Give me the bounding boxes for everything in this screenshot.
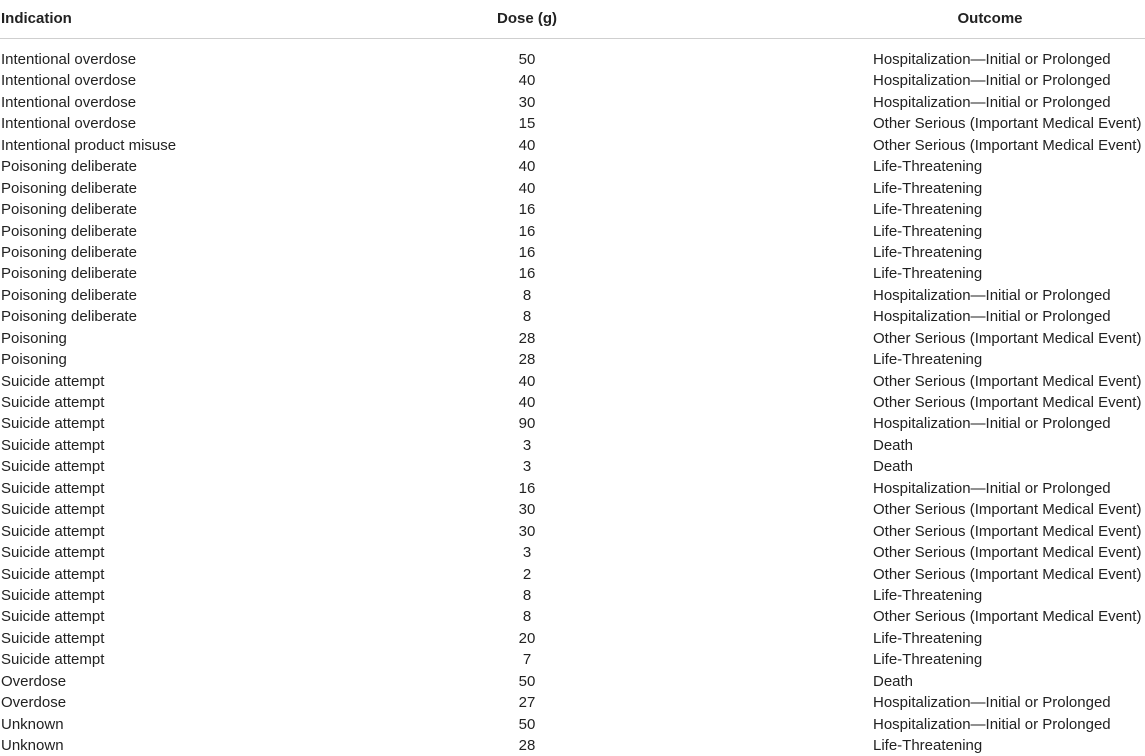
cell-indication: Suicide attempt [1,608,105,626]
column-header-dose: Dose (g) [497,10,557,27]
cell-dose: 3 [522,436,532,454]
cell-dose: 28 [518,351,536,369]
cell-indication: Overdose [1,672,67,690]
table-row [0,456,1145,477]
cell-outcome: Other Serious (Important Medical Event) [873,608,1142,626]
cell-dose: 30 [518,501,536,519]
cell-indication: Intentional overdose [1,115,137,133]
table-row [0,542,1145,563]
cell-dose: 40 [518,158,536,176]
cell-outcome: Other Serious (Important Medical Event) [873,501,1142,519]
cell-indication: Poisoning deliberate [1,179,137,197]
table-row [0,49,1145,70]
cell-indication: Suicide attempt [1,544,105,562]
cell-outcome: Life-Threatening [873,222,983,240]
cell-dose: 2 [522,565,532,583]
cell-outcome: Hospitalization—Initial or Prolonged [873,308,1111,326]
cell-outcome: Hospitalization—Initial or Prolonged [873,479,1111,497]
cell-indication: Intentional overdose [1,51,137,68]
cell-dose: 50 [518,672,536,690]
cell-outcome: Other Serious (Important Medical Event) [873,115,1142,133]
cell-dose: 27 [518,694,536,712]
cell-indication: Poisoning [1,351,67,369]
cell-indication: Poisoning deliberate [1,265,137,283]
table-row [0,178,1145,199]
cell-outcome: Life-Threatening [873,201,983,219]
table-row [0,692,1145,713]
cell-outcome: Hospitalization—Initial or Prolonged [873,286,1111,304]
column-header-indication: Indication [1,10,72,27]
table-row [0,671,1145,692]
table-row [0,70,1145,91]
table-row [0,328,1145,349]
cell-indication: Suicide attempt [1,629,105,647]
cell-outcome: Other Serious (Important Medical Event) [873,136,1142,154]
cell-outcome: Death [873,672,914,690]
cell-indication: Intentional overdose [1,72,137,90]
table-row [0,585,1145,606]
cell-outcome: Hospitalization—Initial or Prolonged [873,415,1111,433]
cell-dose: 28 [518,329,536,347]
table-row [0,135,1145,156]
table-row [0,263,1145,284]
table-row [0,285,1145,306]
table-row [0,735,1145,756]
table-row [0,156,1145,177]
cell-dose: 90 [518,415,536,433]
table-row [0,242,1145,263]
cell-dose: 20 [518,629,536,647]
cell-outcome: Life-Threatening [873,179,983,197]
table-row [0,392,1145,413]
cell-indication: Suicide attempt [1,458,105,476]
cell-dose: 16 [518,265,536,283]
cell-outcome: Life-Threatening [873,651,983,669]
cell-outcome: Other Serious (Important Medical Event) [873,329,1142,347]
cell-dose: 3 [522,458,532,476]
cell-dose: 8 [522,286,532,304]
cell-dose: 3 [522,544,532,562]
cell-indication: Suicide attempt [1,372,105,390]
cell-indication: Poisoning deliberate [1,286,137,304]
cell-dose: 40 [518,179,536,197]
table-row [0,564,1145,585]
cell-dose: 7 [522,651,532,669]
cell-indication: Poisoning deliberate [1,158,137,176]
table-row [0,113,1145,134]
cell-outcome: Death [873,458,914,476]
cell-dose: 30 [518,93,536,111]
cell-outcome: Hospitalization—Initial or Prolonged [873,51,1111,68]
cell-outcome: Life-Threatening [873,265,983,283]
cell-indication: Poisoning deliberate [1,243,137,261]
cell-indication: Poisoning deliberate [1,222,137,240]
cell-outcome: Other Serious (Important Medical Event) [873,565,1142,583]
cell-outcome: Other Serious (Important Medical Event) [873,544,1142,562]
cell-outcome: Life-Threatening [873,351,983,369]
cell-indication: Suicide attempt [1,651,105,669]
cell-indication: Intentional overdose [1,93,137,111]
table-row [0,606,1145,627]
cell-dose: 8 [522,586,532,604]
cell-outcome: Hospitalization—Initial or Prolonged [873,93,1111,111]
cell-dose: 16 [518,222,536,240]
table-row [0,628,1145,649]
cell-outcome: Hospitalization—Initial or Prolonged [873,72,1111,90]
cell-dose: 40 [518,72,536,90]
cell-dose: 15 [518,115,536,133]
cell-indication: Suicide attempt [1,522,105,540]
cell-dose: 50 [518,51,536,68]
cell-indication: Unknown [1,715,64,733]
cell-outcome: Life-Threatening [873,629,983,647]
table-row [0,92,1145,113]
column-header-outcome: Outcome [957,10,1023,27]
cell-indication: Overdose [1,694,67,712]
cell-dose: 40 [518,372,536,390]
table-row [0,221,1145,242]
cell-dose: 16 [518,243,536,261]
cell-indication: Suicide attempt [1,436,105,454]
cell-dose: 40 [518,394,536,411]
cell-outcome: Other Serious (Important Medical Event) [873,394,1142,411]
cell-indication: Poisoning deliberate [1,201,137,219]
cell-dose: 16 [518,479,536,497]
table-body [0,39,1145,756]
cell-indication: Intentional product misuse [1,136,177,154]
cell-outcome: Life-Threatening [873,158,983,176]
cell-outcome: Hospitalization—Initial or Prolonged [873,715,1111,733]
table-row [0,435,1145,456]
cell-dose: 8 [522,608,532,626]
cell-indication: Poisoning deliberate [1,308,137,326]
cell-indication: Unknown [1,737,64,754]
table-row [0,371,1145,392]
table-row [0,521,1145,542]
table-row [0,306,1145,327]
cell-outcome: Other Serious (Important Medical Event) [873,522,1142,540]
cell-indication: Suicide attempt [1,394,105,411]
table-row [0,478,1145,499]
cell-dose: 8 [522,308,532,326]
table-row [0,413,1145,434]
table-row [0,349,1145,370]
table-row [0,499,1145,520]
table-row [0,714,1145,735]
cell-outcome: Other Serious (Important Medical Event) [873,372,1142,390]
table-row [0,199,1145,220]
table-header [0,0,1145,39]
cell-dose: 40 [518,136,536,154]
cell-dose: 16 [518,201,536,219]
cell-indication: Suicide attempt [1,479,105,497]
cell-outcome: Life-Threatening [873,586,983,604]
cell-outcome: Life-Threatening [873,737,983,754]
cell-indication: Suicide attempt [1,565,105,583]
cell-dose: 28 [518,737,536,754]
cell-indication: Suicide attempt [1,501,105,519]
cell-dose: 50 [518,715,536,733]
cell-indication: Suicide attempt [1,415,105,433]
cell-indication: Poisoning [1,329,67,347]
cell-outcome: Hospitalization—Initial or Prolonged [873,694,1111,712]
cell-outcome: Death [873,436,914,454]
cell-outcome: Life-Threatening [873,243,983,261]
cell-dose: 30 [518,522,536,540]
table-row [0,649,1145,670]
cell-indication: Suicide attempt [1,586,105,604]
